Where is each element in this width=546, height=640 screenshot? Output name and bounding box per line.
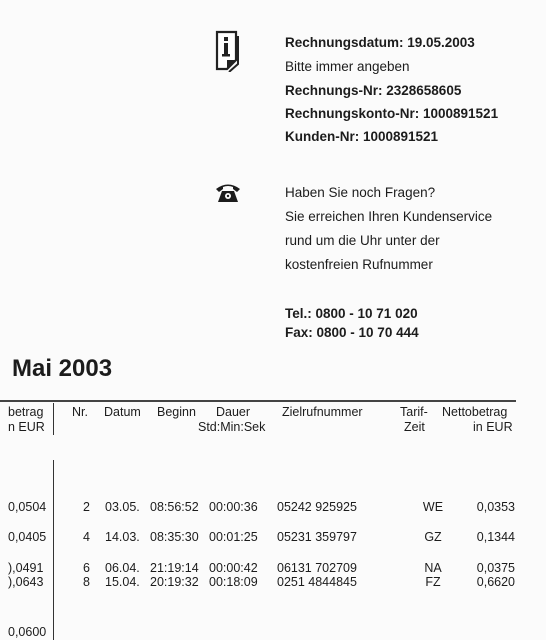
row-dauer: 00:18:09 — [209, 575, 258, 589]
customer-number: Kunden-Nr: 1000891521 — [285, 129, 439, 144]
row-datum: 06.04. — [105, 561, 140, 575]
row-datum: 03.05. — [105, 500, 140, 514]
row-dauer: 00:00:42 — [209, 561, 258, 575]
row-zielrufnummer: 05242 925925 — [277, 500, 357, 514]
trailing-betrag: 0,0600 — [8, 625, 47, 639]
row-zielrufnummer: 0251 4844845 — [277, 575, 357, 589]
header-datum: Datum — [104, 405, 141, 419]
row-dauer: 00:00:36 — [209, 500, 258, 514]
row-netto: 0,6620 — [476, 575, 515, 589]
row-beginn: 08:56:52 — [150, 500, 199, 514]
row-zielrufnummer: 06131 702709 — [277, 561, 357, 575]
row-nr: 6 — [83, 561, 90, 575]
phone-number: Tel.: 0800 - 10 71 020 — [285, 306, 418, 321]
row-betrag: 0,0405 — [8, 530, 47, 544]
month-title: Mai 2003 — [12, 355, 113, 382]
contact-question: Haben Sie noch Fragen? — [285, 185, 436, 200]
row-beginn: 21:19:14 — [150, 561, 199, 575]
header-beginn: Beginn — [157, 405, 196, 419]
invoice-number: Rechnungs-Nr: 2328658605 — [285, 83, 462, 98]
contact-line-2: Sie erreichen Ihren Kundenservice — [285, 209, 493, 224]
row-tarif: GZ — [424, 530, 442, 544]
contact-line-4: kostenfreien Rufnummer — [285, 257, 433, 272]
row-nr: 2 — [83, 500, 90, 514]
contact-line-3: rund um die Uhr unter der — [285, 233, 440, 248]
row-beginn: 08:35:30 — [150, 530, 199, 544]
row-betrag: 0,0504 — [8, 500, 47, 514]
account-number: Rechnungskonto-Nr: 1000891521 — [285, 106, 499, 121]
row-netto: 0,1344 — [476, 530, 515, 544]
header-dauer-unit: Std:Min:Sek — [198, 420, 266, 434]
row-beginn: 20:19:32 — [150, 575, 199, 589]
header-nr: Nr. — [72, 405, 88, 419]
row-netto: 0,0375 — [476, 561, 515, 575]
header-nettobetrag-eur: in EUR — [473, 420, 513, 434]
header-dauer: Dauer — [216, 405, 251, 419]
row-betrag: ),0491 — [8, 561, 44, 575]
row-datum: 15.04. — [105, 575, 140, 589]
info-document-icon — [214, 30, 246, 72]
row-netto: 0,0353 — [476, 500, 515, 514]
row-datum: 14.03. — [105, 530, 140, 544]
header-betrag-eur: n EUR — [8, 420, 45, 434]
header-zielrufnummer: Zielrufnummer — [282, 405, 363, 419]
always-specify-note: Bitte immer angeben — [285, 59, 410, 74]
header-tarif: Tarif- — [400, 405, 428, 419]
table-top-rule — [0, 400, 516, 402]
header-nettobetrag: Nettobetrag — [442, 405, 508, 419]
fax-number: Fax: 0800 - 10 70 444 — [285, 325, 419, 340]
invoice-date: Rechnungsdatum: 19.05.2003 — [285, 35, 475, 50]
row-nr: 4 — [83, 530, 90, 544]
telephone-icon — [214, 180, 242, 204]
row-nr: 8 — [83, 575, 90, 589]
column-divider — [53, 403, 54, 435]
header-tarif-zeit: Zeit — [404, 420, 425, 434]
row-betrag: ),0643 — [8, 575, 44, 589]
row-tarif: NA — [424, 561, 442, 575]
row-zielrufnummer: 05231 359797 — [277, 530, 357, 544]
column-divider-lower — [53, 460, 54, 640]
row-tarif: FZ — [425, 575, 441, 589]
row-tarif: WE — [422, 500, 444, 514]
header-betrag: betrag — [8, 405, 44, 419]
row-dauer: 00:01:25 — [209, 530, 258, 544]
